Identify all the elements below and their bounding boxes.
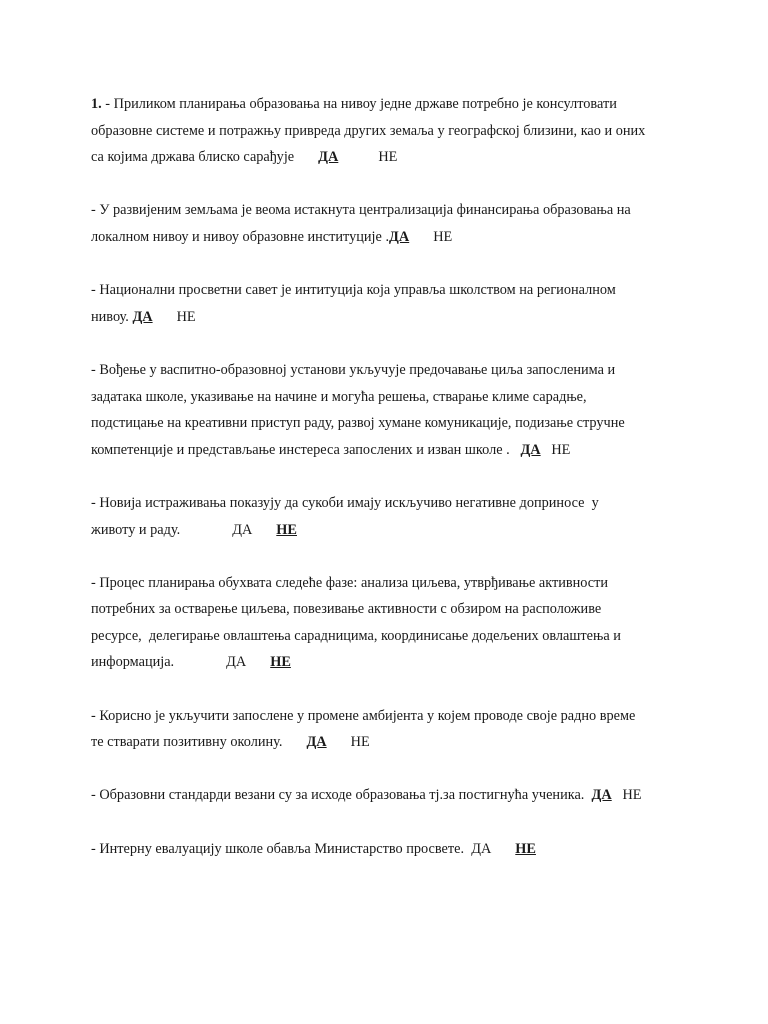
answer-ne: НЕ [433, 228, 453, 245]
question-line: са којима држава блиско сарађује [91, 149, 295, 166]
question-line: локалном нивоу и нивоу образовне институције . [91, 228, 390, 245]
question-9 [91, 836, 691, 863]
question-line: образовне системе и потражњу привреда других земаља у географској близини, као и оних [91, 122, 646, 139]
question-line: подстицање на креативни приступ раду, развој хумане комуникације, подизање стручне [91, 415, 625, 432]
answer-da: ДА [389, 228, 410, 245]
question-2 [91, 197, 691, 250]
answer-da: ДА [318, 149, 339, 166]
question-line: информација. [91, 654, 175, 671]
answer-ne: НЕ [176, 308, 196, 325]
question-line: - Образовни стандарди везани су за исходе образовања тј.за постигнућа ученика. [91, 787, 585, 804]
answer-ne: НЕ [270, 654, 291, 671]
question-1 [91, 91, 691, 171]
question-line: ресурсе, делегирање овлаштења сарадницима, координисање додељених овлаштења и [91, 627, 621, 644]
answer-ne: НЕ [276, 521, 297, 538]
question-line: - Интерну евалуацију школе обавља Министарство просвете. [91, 840, 465, 857]
question-3 [91, 277, 691, 330]
answer-da: ДА [520, 441, 541, 458]
answer-ne: НЕ [350, 734, 370, 751]
question-8 [91, 782, 691, 809]
answer-da: ДА [591, 787, 612, 804]
question-line: - У развијеним земљама је веома истакнута централизација финансирања образовања на [91, 202, 631, 219]
answer-da: ДА [471, 840, 492, 857]
question-line: - Процес планирања обухвата следеће фазе: анализа циљева, утврђивање активности [91, 574, 609, 591]
question-line: те стварати позитивну околину. [91, 734, 283, 751]
question-line: нивоу. [91, 308, 129, 325]
answer-ne: НЕ [551, 441, 571, 458]
question-7 [91, 703, 691, 756]
answer-da: ДА [306, 734, 327, 751]
answer-ne: НЕ [378, 149, 398, 166]
question-line: - Корисно је укључити запослене у промене амбијента у којем проводе своје радно време [91, 707, 636, 724]
document-page [91, 91, 691, 889]
answer-ne: НЕ [515, 840, 536, 857]
question-line: задатака школе, указивање на начине и могућа решења, стварање климе сарадње, [91, 388, 587, 405]
answer-da: ДА [132, 308, 153, 325]
answer-da: ДА [226, 654, 247, 671]
answer-da: ДА [232, 521, 253, 538]
answer-ne: НЕ [622, 787, 642, 804]
question-line: - Новија истраживања показују да сукоби имају искључиво негативне доприносе у [91, 494, 599, 511]
question-6 [91, 570, 691, 676]
question-line: - Вођење у васпитно-образовној установи укључује предочавање циља запосленима и [91, 361, 616, 378]
question-line: животу и раду. [91, 521, 181, 538]
question-line: компетенције и представљање инстереса запослених и изван школе . [91, 441, 510, 458]
question-4 [91, 357, 691, 463]
question-line: потребних за остварење циљева, повезивање активности с обзиром на расположиве [91, 601, 602, 618]
question-line: - Приликом планирања образовања на нивоу једне државе потребно је консултовати [101, 96, 617, 112]
question-number: 1. [91, 96, 102, 112]
question-5 [91, 490, 691, 543]
question-line: - Национални просветни савет је интитуција која управља школством на регионалном [91, 282, 616, 299]
